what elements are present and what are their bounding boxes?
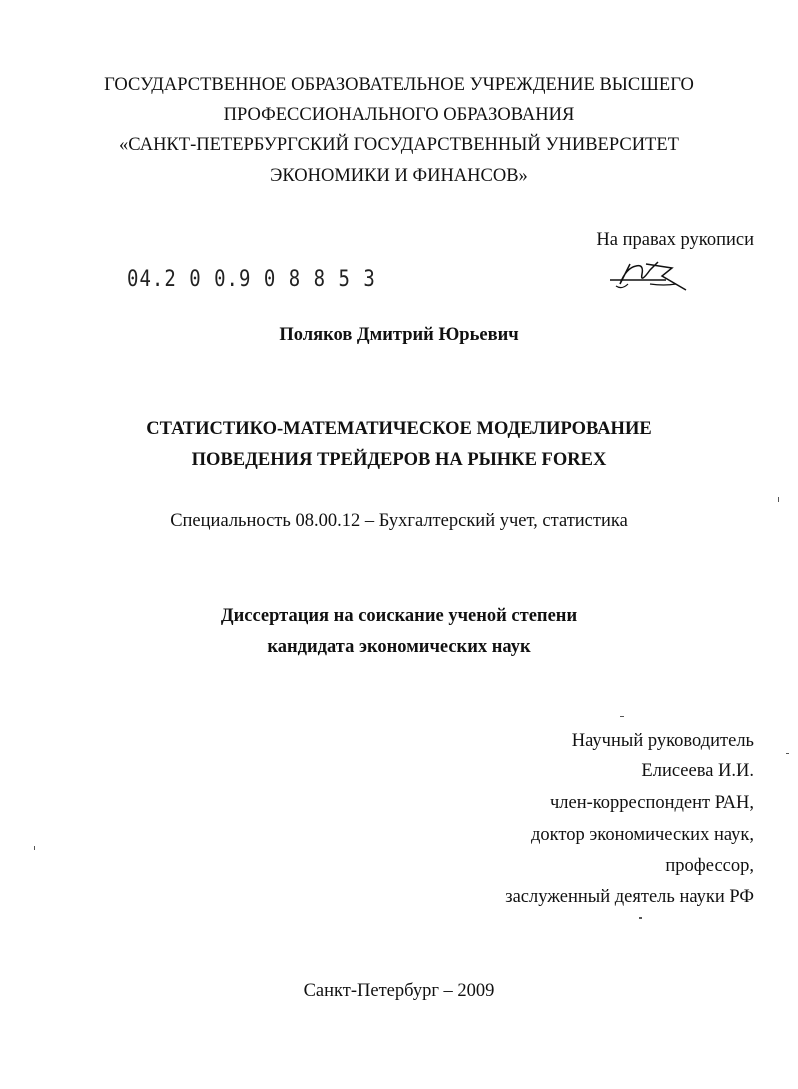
scan-speck [620,716,624,717]
dissertation-title-line-1: СТАТИСТИКО-МАТЕМАТИЧЕСКОЕ МОДЕЛИРОВАНИЕ [146,419,652,439]
institution-line-3: «САНКТ-ПЕТЕРБУРГСКИЙ ГОСУДАРСТВЕННЫЙ УНИВЕРСИТЕТ [119,135,679,155]
dissertation-title-line-2: ПОВЕДЕНИЯ ТРЕЙДЕРОВ НА РЫНКЕ FOREX [191,450,607,470]
signature-icon [606,254,690,296]
rights-note: На правах рукописи [596,230,754,250]
archive-stamp: 04.2 0 0.9 0 8 8 5 3 [127,266,376,292]
supervisor-name: Елисеева И.И. [641,761,754,781]
institution-line-2: ПРОФЕССИОНАЛЬНОГО ОБРАЗОВАНИЯ [223,105,575,125]
scan-speck [778,497,779,502]
specialty: Специальность 08.00.12 – Бухгалтерский учет, статистика [170,511,628,531]
scan-speck [639,917,642,919]
supervisor-title-3: профессор, [665,856,754,876]
author-name: Поляков Дмитрий Юрьевич [279,325,519,345]
supervisor-role: Научный руководитель [571,731,754,751]
supervisor-title-4: заслуженный деятель науки РФ [505,887,754,907]
institution-line-4: ЭКОНОМИКИ И ФИНАНСОВ» [270,166,528,186]
scan-speck [786,753,789,754]
degree-line-2: кандидата экономических наук [267,637,531,657]
supervisor-title-2: доктор экономических наук, [530,825,754,845]
scan-speck [34,846,35,850]
city-year: Санкт-Петербург – 2009 [303,981,495,1001]
institution-line-1: ГОСУДАРСТВЕННОЕ ОБРАЗОВАТЕЛЬНОЕ УЧРЕЖДЕНИЕ ВЫСШЕГО [104,75,694,95]
supervisor-title-1: член-корреспондент РАН, [549,793,754,813]
degree-line-1: Диссертация на соискание ученой степени [220,606,578,626]
